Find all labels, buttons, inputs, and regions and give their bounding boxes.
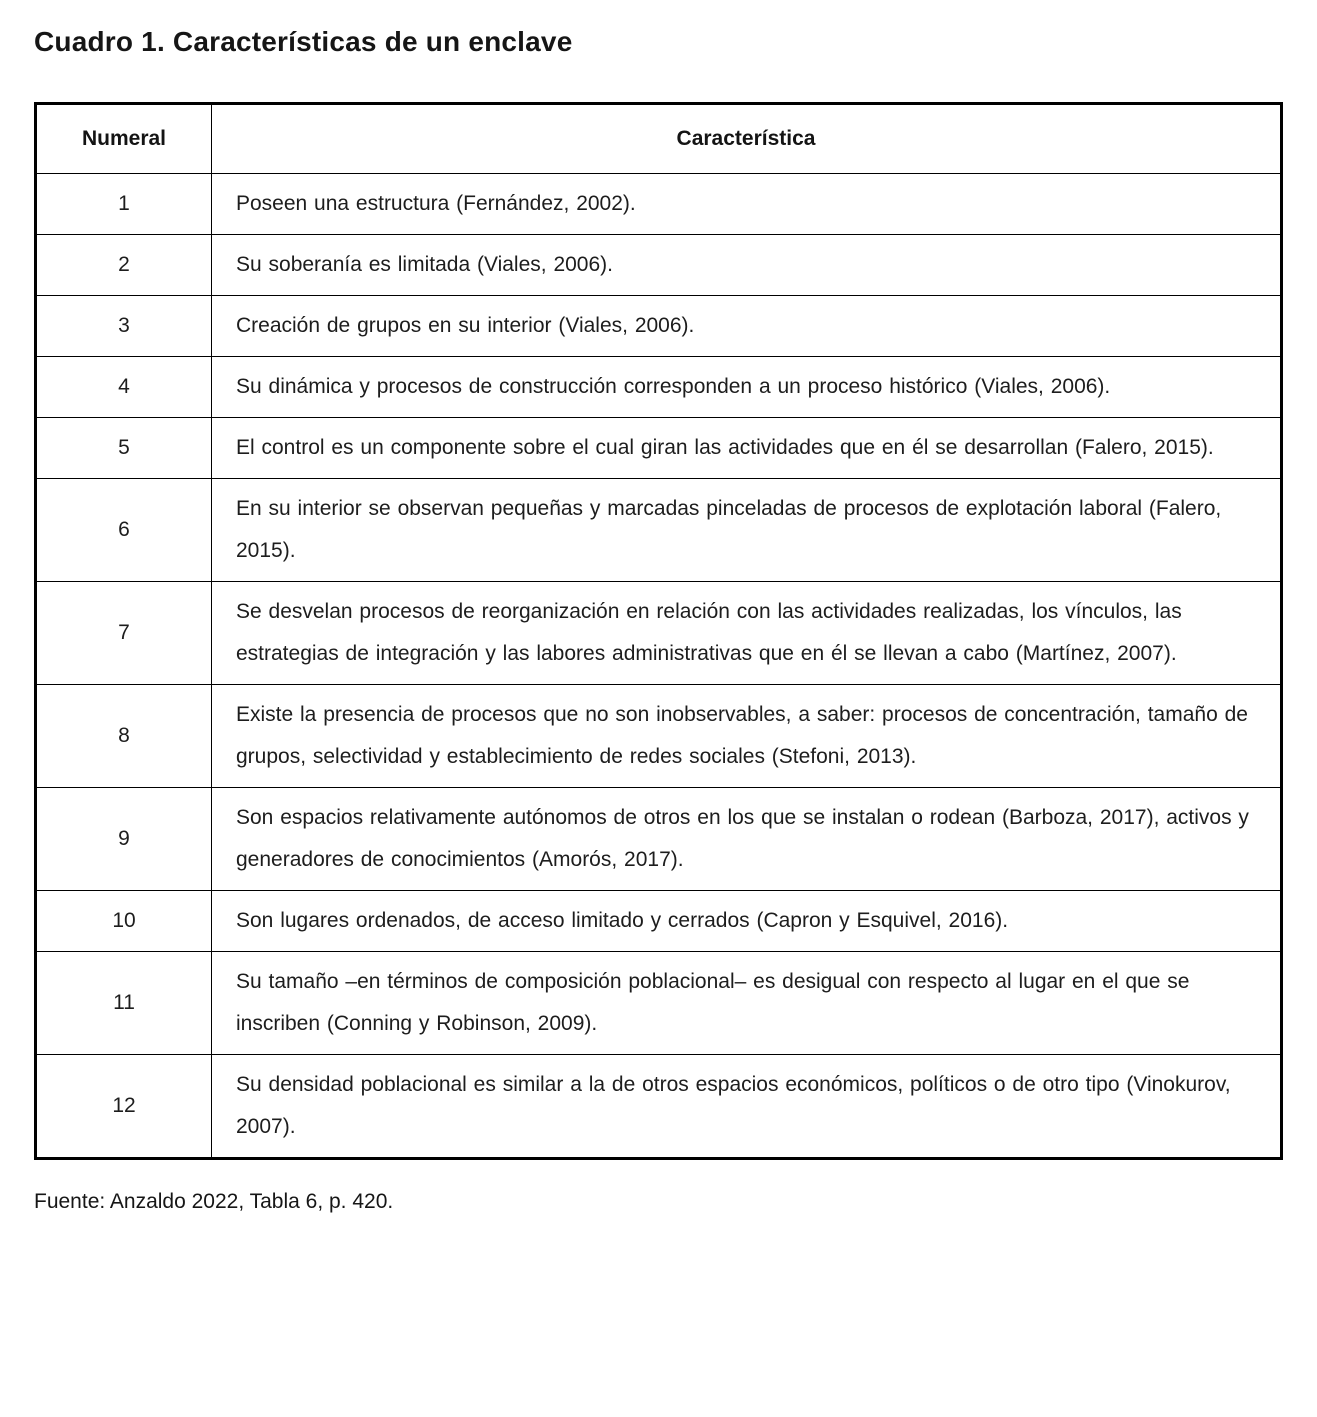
header-numeral: Numeral [36, 104, 212, 174]
header-row [36, 104, 1282, 174]
caracteristica-cell: Creación de grupos en su interior (Viales, 2006). [212, 296, 1282, 357]
caracteristica-cell: El control es un componente sobre el cual giran las actividades que en él se desarrollan (Falero, 2015). [212, 418, 1282, 479]
caracteristica-cell: Existe la presencia de procesos que no son inobservables, a saber: procesos de concentración, tamaño de grupos, selectividad y establecimiento de redes sociales (Stefoni, 2013). [212, 685, 1282, 788]
table-header [36, 104, 1282, 174]
table-row [36, 582, 1282, 685]
table-row [36, 1055, 1282, 1159]
table-row [36, 891, 1282, 952]
numeral-cell: 4 [36, 357, 212, 418]
table-row [36, 952, 1282, 1055]
caracteristica-cell: En su interior se observan pequeñas y marcadas pinceladas de procesos de explotación laboral (Falero, 2015). [212, 479, 1282, 582]
table-row [36, 479, 1282, 582]
caracteristica-cell: Son lugares ordenados, de acceso limitado y cerrados (Capron y Esquivel, 2016). [212, 891, 1282, 952]
table-body [36, 174, 1282, 1159]
characteristics-table [34, 102, 1283, 1160]
caracteristica-cell: Poseen una estructura (Fernández, 2002). [212, 174, 1282, 235]
table-row [36, 235, 1282, 296]
numeral-cell: 1 [36, 174, 212, 235]
numeral-cell: 12 [36, 1055, 212, 1159]
caracteristica-cell: Su dinámica y procesos de construcción corresponden a un proceso histórico (Viales, 2006). [212, 357, 1282, 418]
caracteristica-cell: Su densidad poblacional es similar a la de otros espacios económicos, políticos o de otro tipo (Vinokurov, 2007). [212, 1055, 1282, 1159]
table-row [36, 788, 1282, 891]
numeral-cell: 7 [36, 582, 212, 685]
numeral-cell: 8 [36, 685, 212, 788]
numeral-cell: 11 [36, 952, 212, 1055]
numeral-cell: 6 [36, 479, 212, 582]
numeral-cell: 10 [36, 891, 212, 952]
numeral-cell: 9 [36, 788, 212, 891]
caracteristica-cell: Su soberanía es limitada (Viales, 2006). [212, 235, 1282, 296]
table-row [36, 174, 1282, 235]
caracteristica-cell: Se desvelan procesos de reorganización en relación con las actividades realizadas, los vínculos, las estrategias de integración y las labores administrativas que en él se llevan a cabo (Martínez, 2007). [212, 582, 1282, 685]
table-row [36, 357, 1282, 418]
numeral-cell: 3 [36, 296, 212, 357]
numeral-cell: 5 [36, 418, 212, 479]
page-title: Cuadro 1. Características de un enclave [34, 26, 573, 57]
numeral-cell: 2 [36, 235, 212, 296]
caracteristica-cell: Son espacios relativamente autónomos de otros en los que se instalan o rodean (Barboza, 2017), activos y generadores de conocimientos (Amorós, 2017). [212, 788, 1282, 891]
table-row [36, 418, 1282, 479]
source-note: Fuente: Anzaldo 2022, Tabla 6, p. 420. [34, 1190, 394, 1213]
table-row [36, 685, 1282, 788]
header-caracteristica: Característica [212, 104, 1282, 174]
caracteristica-cell: Su tamaño –en términos de composición poblacional– es desigual con respecto al lugar en el que se inscriben (Conning y Robinson, 2009). [212, 952, 1282, 1055]
table-row [36, 296, 1282, 357]
